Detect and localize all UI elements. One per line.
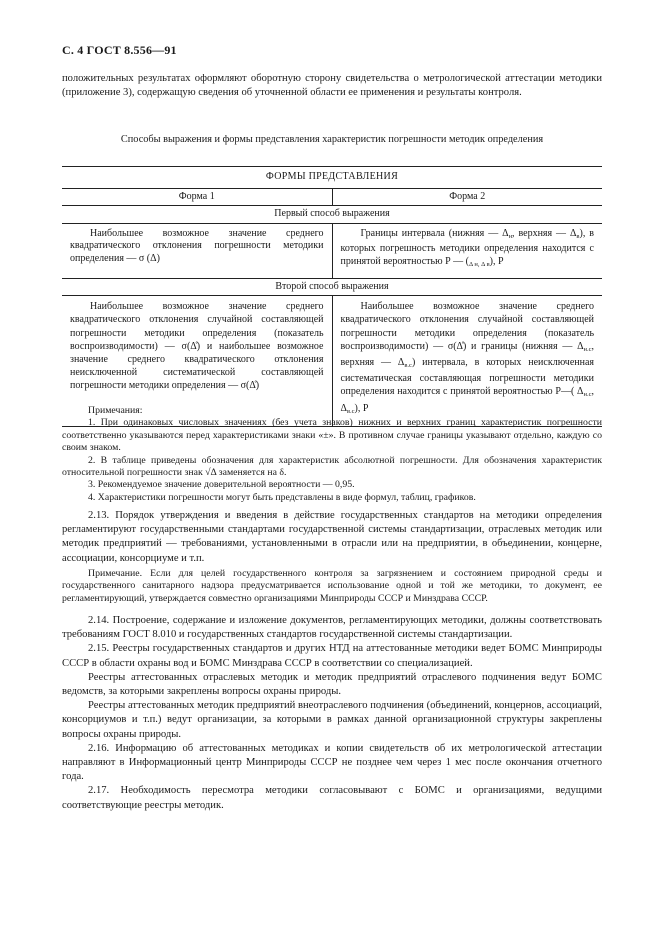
intro-paragraph	[62, 72, 602, 100]
subscript: в	[576, 232, 580, 240]
note-3: 3. Рекомендуемое значение доверительной вероятности — 0,95.	[88, 479, 355, 491]
note-2-13-block	[62, 568, 602, 605]
paragraph-2-14: 2.14. Построение, содержание и изложение документов, регламентирующих методики, должны соответствовать требованиям ГОСТ 8.010 и государственных стандартов государственной системы стандартизации.	[62, 615, 602, 641]
cell-text: ), Р	[354, 402, 369, 414]
table-title: ФОРМЫ ПРЕДСТАВЛЕНИЯ	[62, 167, 602, 189]
table-caption: Способы выражения и формы представления характеристик погрешности методик определения	[120, 134, 544, 145]
note-2: 2. В таблице приведены обозначения для характеристик абсолютной погрешности. Для обозначения характеристик относительной погрешности знак √Δ заменяется на δ.	[62, 454, 602, 479]
page-header: С. 4 ГОСТ 8.556—91	[62, 43, 177, 57]
cell-text: Наибольшее возможное значение среднего квадратического отклонения случайной составляющей погрешности методики определения (показатель воспроизводимости) — σ(Δ̊) и границы (нижняя — Δ	[340, 301, 594, 352]
paragraph-2-15-c: Реестры аттестованных методик предприятий внеотраслевого подчинения (объединений, концернов, ассоциаций, консорциумов и т.п.) ведут организации, за которыми в рамках данной организационной структуры закреплены вопросы охраны природы.	[62, 700, 602, 740]
subscript: Δ н, Δ в	[468, 260, 490, 268]
section-first-method: Первый способ выражения	[62, 206, 602, 224]
paragraph-2-15-b: Реестры аттестованных отраслевых методик и методик предприятий отраслевого подчинения ведут БОМС ведомств, за которыми закреплены вопросы охраны природы.	[62, 671, 602, 698]
section-213	[62, 509, 602, 566]
error-forms-table	[62, 166, 602, 427]
cell-text: ), в которых погрешность методики определения находится с принятой вероятностью Р — (	[340, 227, 594, 267]
cell-text: ) интервала, в которых неисключенная систематическая составляющая погрешности методики определения находится с принятой вероятностью Р—( Δ	[340, 356, 594, 398]
section-second-method: Второй способ выражения	[62, 278, 602, 296]
section-214-217	[62, 614, 602, 813]
cell-text: , верхняя — Δ	[340, 340, 594, 368]
subscript: н.с	[583, 345, 592, 353]
cell-form2-first	[332, 223, 602, 278]
table-notes	[62, 402, 602, 504]
note-2-13: Примечание. Если для целей государственного контроля за загрязнением и состоянием природной среды и государственного санитарного надзора предусматривается использование одной и той же методики, то документ, ее регламентирующий, утверждается совместно организациями Минприроды СССР и Минздрава СССР.	[62, 568, 602, 604]
paragraph-2-13: 2.13. Порядок утверждения и введения в действие государственных стандартов на методики определения регламентируют государственными стандартами государственной системы стандартизации, отраслевых методик или методик предприятий — требованиями, установленными в отрасли или на предприятии, в объединении, концерне, ассоциации, консорциуме и т.п.	[62, 510, 602, 564]
note-4: 4. Характеристики погрешности могут быть представлены в виде формул, таблиц, графиков.	[88, 491, 476, 503]
paragraph-2-15: 2.15. Реестры государственных стандартов и других НТД на аттестованные методики ведет БОМС Минприроды СССР в области охраны вод и БОМС Минздрава СССР в соответствии со специализацией.	[62, 643, 602, 669]
column-header-form2: Форма 2	[332, 188, 602, 206]
subscript: н.с	[583, 391, 592, 399]
cell-text: ), Р	[489, 255, 504, 267]
intro-text: положительных результатах оформляют оборотную сторону свидетельства о метрологической аттестации методики (приложение 3), содержащую сведения об уточненной области ее применения и результаты контроля.	[62, 73, 602, 99]
column-header-form1: Форма 1	[62, 188, 332, 206]
subscript: н	[508, 232, 513, 240]
paragraph-2-17: 2.17. Необходимость пересмотра методики согласовывают с БОМС и организациями, ведущими соответствующие реестры методик.	[62, 785, 602, 811]
note-1: 1. При одинаковых числовых значениях (без учета знаков) нижних и верхних границ характеристик погрешности соответственно указываются перед характеристиками знаки «±». В противном случае границы указывают отдельно, каждую со своим знаком.	[62, 417, 602, 454]
subscript: в.с	[404, 361, 412, 369]
cell-text: , Δ	[340, 386, 594, 414]
cell-form1-second: Наибольшее возможное значение среднего квадратического отклонения случайной составляющей погрешности методики определения (показатель воспроизводимости) — σ(Δ̊) и наибольшее возможное значение среднего квадратического отклонения неисключенной систематической составляющей погрешности методики определения — σ(Δ̊)	[62, 296, 332, 427]
subscript: в.с	[346, 407, 355, 415]
paragraph-2-16: 2.16. Информацию об аттестованных методиках и копии свидетельств об их метрологической аттестации направляют в Информационный центр Минприроды СССР не позднее чем через 1 мес после окончания отчетного года.	[62, 742, 602, 783]
cell-form1-first: Наибольшее возможное значение среднего квадратического отклонения погрешности методики определения — σ (Δ)	[62, 223, 332, 278]
cell-text: , верхняя — Δ	[512, 227, 577, 239]
notes-title: Примечания:	[88, 405, 143, 416]
cell-text: Границы интервала (нижняя — Δ	[360, 227, 509, 239]
